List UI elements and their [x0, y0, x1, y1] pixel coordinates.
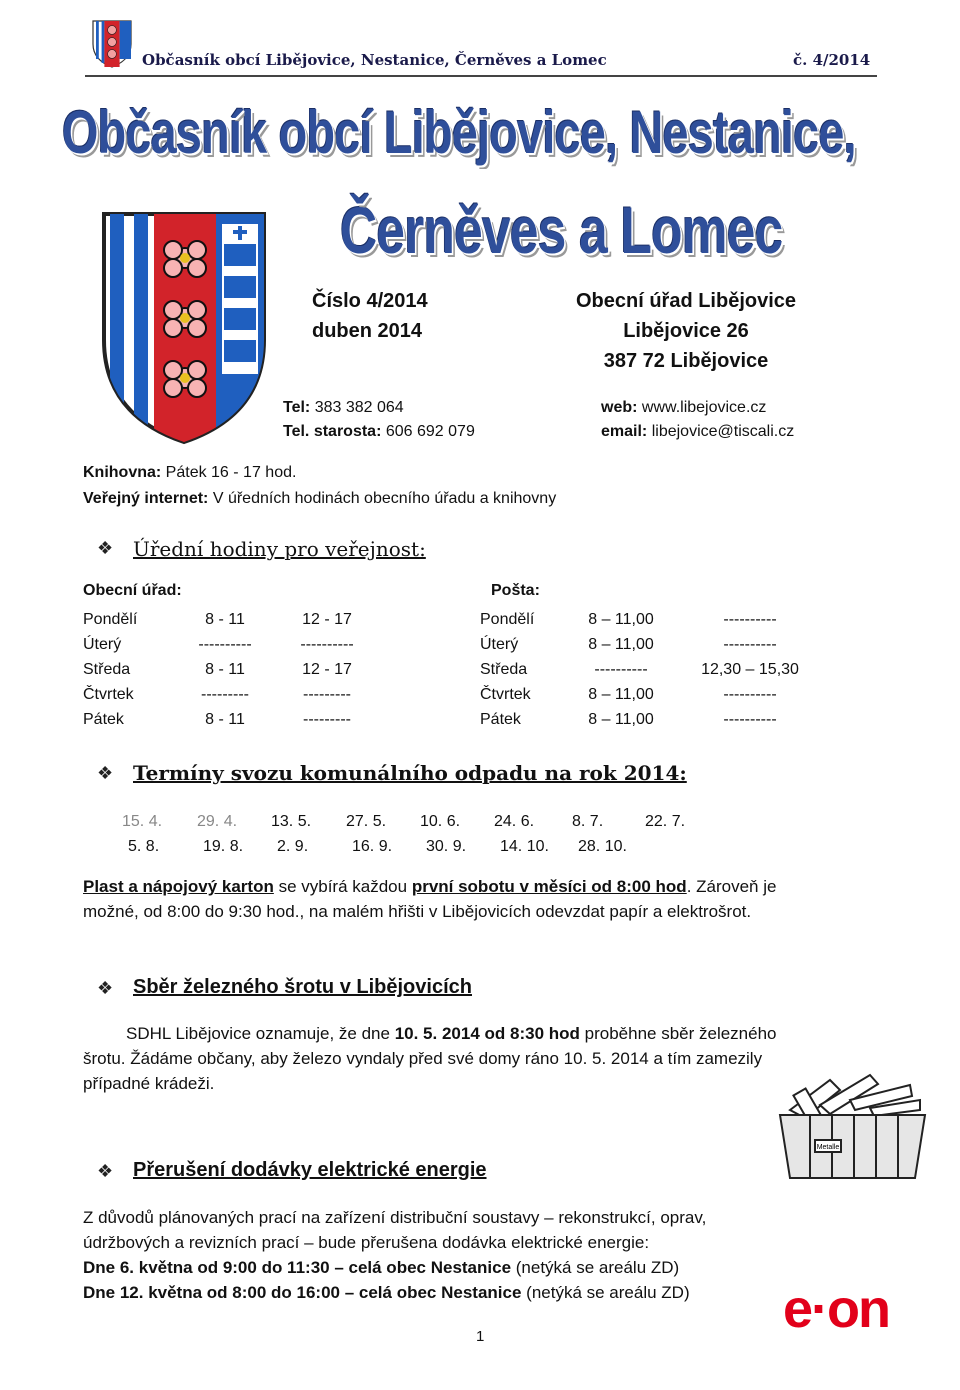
coat-of-arms-icon — [100, 210, 268, 446]
header-divider — [85, 75, 877, 77]
waste-date: 28. 10. — [578, 838, 627, 855]
email-label: email: — [601, 423, 648, 440]
internet-text: V úředních hodinách obecního úřadu a knihovny — [212, 490, 557, 507]
office-name: Obecní úřad Libějovice — [575, 290, 797, 312]
header-title: Občasník obcí Libějovice, Nestanice, Černěves a Lomec — [142, 51, 607, 69]
waste-date: 29. 4. — [197, 813, 238, 830]
waste-date: 8. 7. — [572, 813, 604, 830]
waste-date: 24. 6. — [494, 813, 535, 830]
mayor-phone-line — [283, 423, 475, 441]
waste-date: 15. 4. — [122, 813, 163, 830]
internet-line — [83, 490, 556, 508]
waste-text-2: . Zároveň je — [686, 877, 777, 896]
power-line2: údržbových a revizních prací – bude přerušena dodávka elektrické energie: — [83, 1233, 650, 1252]
scrap-text-1: SDHL Libějovice oznamuje, že dne — [126, 1024, 395, 1043]
phone-line — [283, 399, 404, 417]
power-heading: Přerušení dodávky elektrické energie — [133, 1159, 487, 1181]
web-link[interactable]: www.libejovice.cz — [641, 399, 767, 416]
office-afternoon: --------- — [303, 686, 351, 703]
waste-paragraph-line1 — [83, 874, 883, 899]
library-line — [83, 464, 296, 482]
office-day: Pondělí — [83, 611, 138, 628]
scrap-text-2: proběhne sběr železného — [579, 1024, 777, 1043]
outage-2-note: (netýká se areálu ZD) — [521, 1283, 690, 1302]
office-morning: 8 - 11 — [205, 611, 245, 628]
mayor-phone-number: 606 692 079 — [385, 423, 475, 440]
page-number: 1 — [476, 1328, 485, 1345]
diamond-bullet-icon: ❖ — [97, 763, 114, 783]
issue-number: Číslo 4/2014 — [312, 290, 428, 312]
office-afternoon: --------- — [303, 711, 351, 728]
web-label: web: — [601, 399, 638, 416]
scrap-line1 — [126, 1021, 777, 1046]
phone-number: 383 382 064 — [314, 399, 404, 416]
mayor-phone-label: Tel. starosta: — [283, 423, 382, 440]
outage-1-date: Dne 6. května od 9:00 do 11:30 – celá obec Nestanice — [83, 1258, 512, 1277]
email-line — [601, 423, 794, 441]
post-morning: ---------- — [594, 661, 648, 678]
hours-heading: Úřední hodiny pro veřejnost: — [133, 537, 426, 561]
post-day: Pátek — [480, 711, 521, 728]
office-afternoon: 12 - 17 — [302, 661, 352, 678]
post-afternoon: 12,30 – 15,30 — [701, 661, 799, 678]
office-afternoon: 12 - 17 — [302, 611, 352, 628]
waste-date: 14. 10. — [500, 838, 549, 855]
scrap-date: 10. 5. 2014 od 8:30 hod — [394, 1024, 580, 1043]
post-afternoon: ---------- — [723, 711, 777, 728]
power-outage-1 — [83, 1255, 679, 1280]
waste-paragraph-line2: možné, od 8:00 do 9:30 hod., na malém hřišti v Libějovicích odevzdat papír a elektrošrot. — [83, 902, 752, 921]
office-street: Libějovice 26 — [623, 320, 749, 342]
post-morning: 8 – 11,00 — [588, 636, 654, 653]
scrap-container-icon — [770, 1070, 930, 1185]
post-day: Pondělí — [480, 611, 535, 628]
web-line — [601, 399, 766, 417]
office-day: Čtvrtek — [83, 686, 134, 703]
diamond-bullet-icon: ❖ — [97, 538, 114, 558]
waste-date: 10. 6. — [420, 813, 461, 830]
post-morning: 8 – 11,00 — [588, 611, 654, 628]
office-day: Středa — [83, 661, 131, 678]
plastic-schedule: první sobotu v měsíci od 8:00 hod — [411, 877, 687, 896]
office-day: Pátek — [83, 711, 124, 728]
office-city: 387 72 Libějovice — [603, 350, 769, 372]
crest-small-icon — [92, 20, 132, 68]
post-hours-label: Pošta: — [491, 582, 540, 599]
header-issue: č. 4/2014 — [793, 51, 871, 69]
scrap-heading: Sběr železného šrotu v Libějovicích — [133, 976, 472, 998]
plastic-label: Plast a nápojový karton — [83, 877, 274, 896]
scrap-line2: šrotu. Žádáme občany, aby železo vyndaly před své domy ráno 10. 5. 2014 a tím zamezily — [83, 1049, 763, 1068]
outage-1-note: (netýká se areálu ZD) — [511, 1258, 680, 1277]
waste-date: 5. 8. — [128, 838, 160, 855]
library-label: Knihovna: — [83, 464, 162, 481]
post-afternoon: ---------- — [723, 636, 777, 653]
phone-label: Tel: — [283, 399, 311, 416]
post-day: Středa — [480, 661, 528, 678]
diamond-bullet-icon: ❖ — [97, 1161, 114, 1181]
outage-2-date: Dne 12. května od 8:00 do 16:00 – celá obec Nestanice — [83, 1283, 522, 1302]
masthead-line1: Občasník obcí Libějovice, Nestanice, — [62, 99, 856, 166]
container-label: Metalle — [816, 1144, 840, 1151]
waste-date: 19. 8. — [203, 838, 244, 855]
post-morning: 8 – 11,00 — [588, 686, 654, 703]
office-morning: ---------- — [198, 636, 252, 653]
post-day: Čtvrtek — [480, 686, 531, 703]
post-afternoon: ---------- — [723, 611, 777, 628]
power-line1: Z důvodů plánovaných prací na zařízení distribuční soustavy – rekonstrukcí, oprav, — [83, 1208, 707, 1227]
office-hours-label: Obecní úřad: — [83, 582, 182, 599]
email-link[interactable]: libejovice@tiscali.cz — [651, 423, 795, 440]
waste-heading: Termíny svozu komunálního odpadu na rok 2014: — [133, 761, 687, 785]
issue-month: duben 2014 — [312, 320, 423, 342]
waste-date: 27. 5. — [346, 813, 387, 830]
office-morning: --------- — [201, 686, 249, 703]
diamond-bullet-icon: ❖ — [97, 978, 114, 998]
post-afternoon: ---------- — [723, 686, 777, 703]
office-day: Úterý — [83, 636, 122, 653]
office-afternoon: ---------- — [300, 636, 354, 653]
waste-date: 13. 5. — [271, 813, 312, 830]
post-morning: 8 – 11,00 — [588, 711, 654, 728]
post-day: Úterý — [480, 636, 519, 653]
masthead-line2: Černěves a Lomec — [340, 193, 783, 267]
office-morning: 8 - 11 — [205, 661, 245, 678]
waste-date: 30. 9. — [426, 838, 467, 855]
library-hours: Pátek 16 - 17 hod. — [165, 464, 297, 481]
waste-text-1: se vybírá každou — [273, 877, 412, 896]
power-outage-2 — [83, 1280, 690, 1305]
internet-label: Veřejný internet: — [83, 490, 209, 507]
eon-logo: e·on — [783, 1279, 889, 1339]
waste-date: 2. 9. — [277, 838, 309, 855]
scrap-line3: případné krádeži. — [83, 1074, 215, 1093]
office-morning: 8 - 11 — [205, 711, 245, 728]
waste-date: 16. 9. — [352, 838, 393, 855]
waste-date: 22. 7. — [645, 813, 686, 830]
